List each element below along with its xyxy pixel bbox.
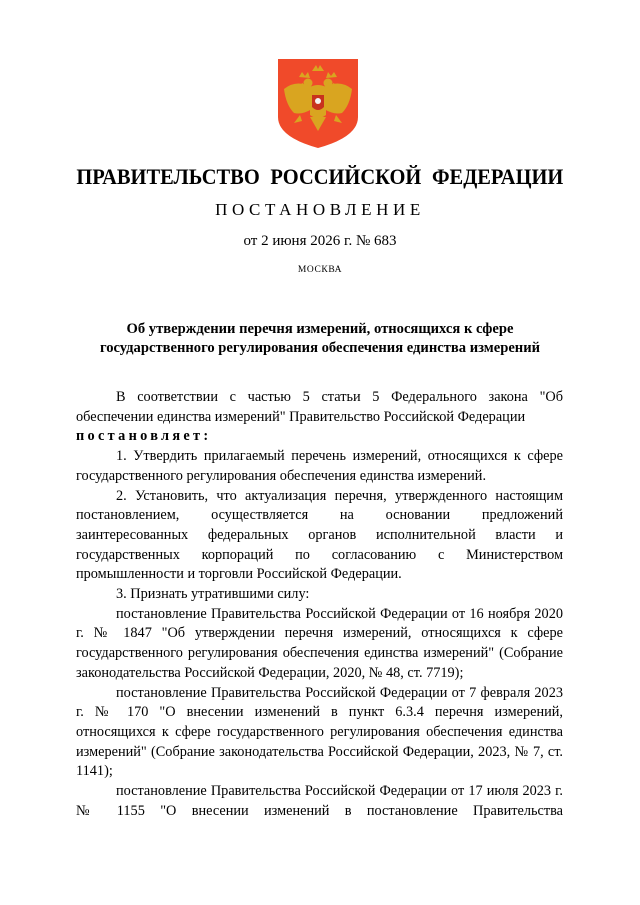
paragraph-5: постановление Правительства Российской Федерации от 7 февраля 2023 г. № 170 "О внесении изменений в пункт 6.3.4 перечня измерений, относящихся к сфере государственного регулирования обеспечения единства измерений" (Собрание законодательства Российской Федерации, 2023, № 7, ст. 1141);	[76, 684, 563, 780]
government-heading: ПРАВИТЕЛЬСТВО РОССИЙСКОЙ ФЕДЕРАЦИИ	[76, 164, 564, 189]
document-title	[60, 320, 580, 358]
paragraph-2: 2. Установить, что актуализация перечня, утвержденного настоящим постановлением, осуществляется на основании предложений заинтересованных федеральных органов исполнительной власти и государственных корпораций по согласованию с Министерством промышленности и торговли Российской Федерации.	[76, 487, 563, 583]
paragraph-6: постановление Правительства Российской Федерации от 17 июля 2023 г. № 1155 "О внесении изменений в постановление Правительства	[76, 783, 563, 819]
city: МОСКВА	[297, 265, 343, 275]
date-number: от 2 июня 2026 г. № 683	[243, 233, 397, 249]
title-line-1: Об утверждении перечня измерений, относящихся к сфере	[126, 321, 514, 337]
title-line-2: государственного регулирования обеспечения единства измерений	[99, 340, 541, 356]
document-body	[76, 388, 563, 821]
paragraph-3: 3. Признать утратившими силу:	[116, 586, 310, 603]
decree-word: постановляет:	[76, 428, 212, 445]
document-type: ПОСТАНОВЛЕНИЕ	[215, 200, 425, 219]
decree-line	[76, 427, 563, 447]
coat-of-arms-icon	[276, 57, 360, 150]
paragraph-4: постановление Правительства Российской Федерации от 16 ноября 2020 г. № 1847 "Об утверждении перечня измерений, относящихся к сфере государственного регулирования обеспечения единства измерений" (Собрание законодательства Российской Федерации, 2020, № 48, ст. 7719);	[76, 605, 563, 681]
intro-paragraph: В соответствии с частью 5 статьи 5 Федерального закона "Об обеспечении единства измерений" Правительство Российской Федерации	[76, 389, 563, 425]
paragraph-1: 1. Утвердить прилагаемый перечень измерений, относящихся к сфере государственного регулирования обеспечения единства измерений.	[76, 448, 563, 484]
